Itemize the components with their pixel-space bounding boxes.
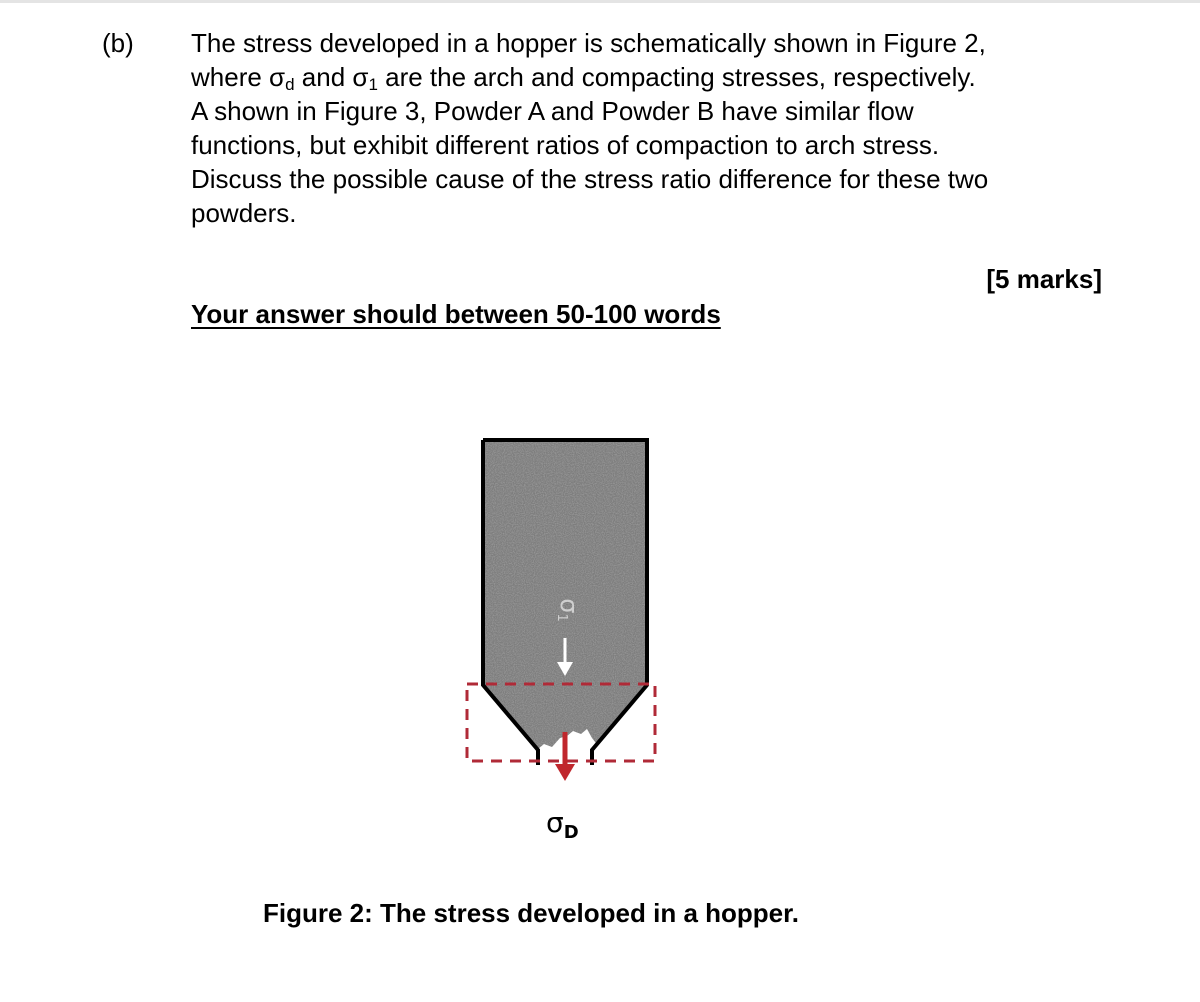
hopper-figure xyxy=(440,420,700,860)
question-text xyxy=(191,26,1151,230)
question-line: Discuss the possible cause of the stress ratio difference for these two xyxy=(191,164,989,194)
word-limit-instruction: Your answer should between 50-100 words xyxy=(191,299,721,329)
sigma-d-label: $\sigma_D$ xyxy=(546,806,579,843)
question-line: where $\sigma_d$ and $\sigma_1$ are the arch and compacting stresses, respectively. xyxy=(191,62,976,94)
question-line: powders. xyxy=(191,198,297,228)
question-label: (b) xyxy=(102,28,134,58)
svg-text:σ1: $\sigma_1$ xyxy=(554,598,583,622)
page-top-rule xyxy=(0,0,1200,3)
question-line: The stress developed in a hopper is schematically shown in Figure 2, xyxy=(191,28,986,58)
question-line: A shown in Figure 3, Powder A and Powder B have similar flow xyxy=(191,96,914,126)
arch-stress-arrowhead xyxy=(555,764,575,781)
powder-fill xyxy=(483,440,647,750)
figure-caption: Figure 2: The stress developed in a hopper. xyxy=(263,898,800,928)
hopper-diagram xyxy=(440,420,700,860)
marks-label: [5 marks] xyxy=(986,264,1102,294)
question-line: functions, but exhibit different ratios of compaction to arch stress. xyxy=(191,130,940,160)
